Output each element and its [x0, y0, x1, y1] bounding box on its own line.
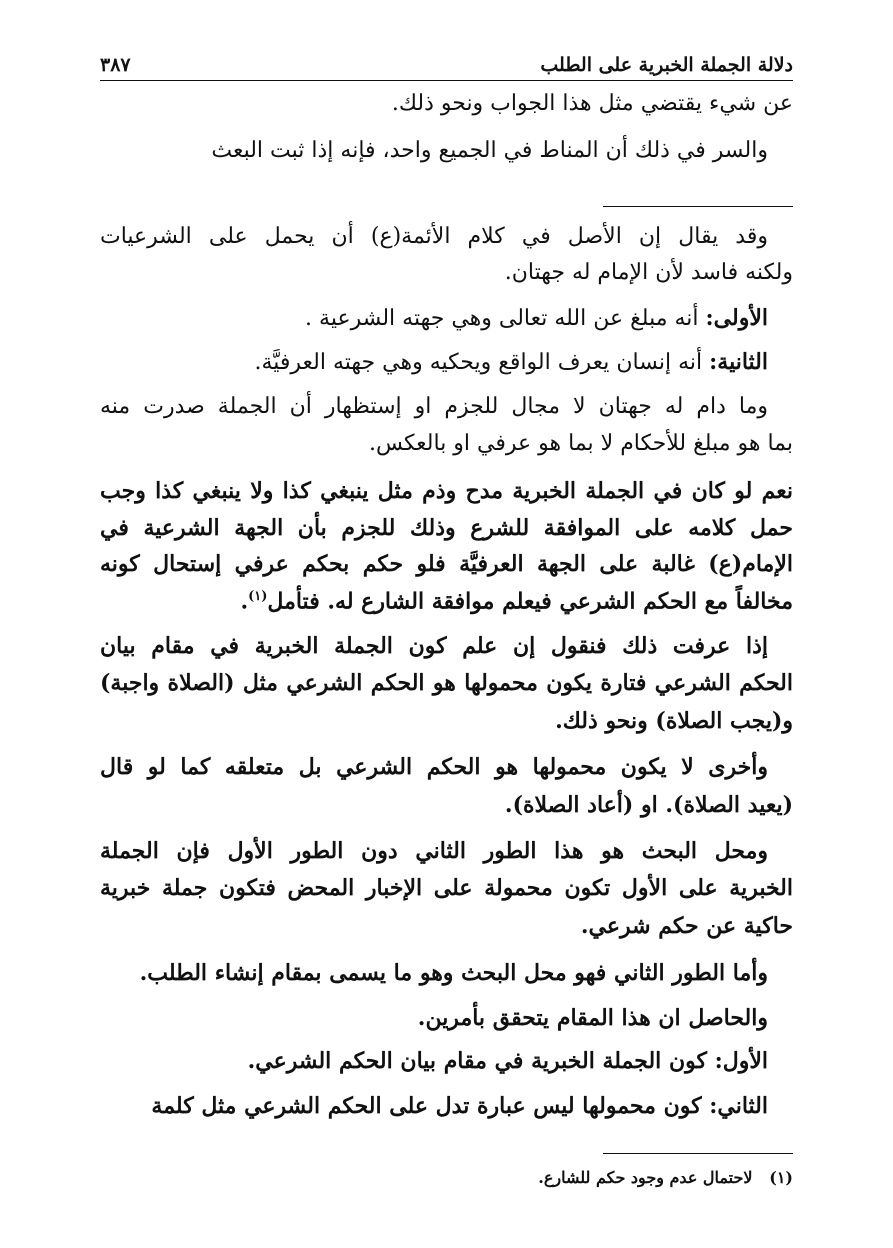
p1-line-1: نعم لو كان في الجملة الخبرية مدح وذم مثل ينبغي كذا ولا ينبغي كذا وجب [100, 478, 793, 504]
body-second-label: الثاني: [709, 1093, 768, 1119]
footnote-ref: (١) [248, 589, 268, 604]
insert-first-label: الأولى: [705, 305, 768, 331]
insert-first-item [305, 307, 768, 330]
p6-line: والحاصل ان هذا المقام يتحقق بأمرين. [417, 1005, 768, 1031]
p2-line-2: الحكم الشرعي فتارة يكون محمولها هو الحكم الشرعي مثل (الصلاة واجبة) [100, 670, 793, 696]
body-first-label: الأول: [714, 1048, 768, 1074]
insert-line-3: وما دام له جهتان لا مجال للجزم او إستظهار أن الجملة صدرت منه [100, 394, 768, 419]
footnote-text: لاحتمال عدم وجود حكم للشارع. [538, 1168, 753, 1187]
insert-line-2: ولكنه فاسد لأن الإمام له جهتان. [504, 260, 793, 285]
body-second-text: كون محمولها ليس عبارة تدل على الحكم الشرعي مثل كلمة [151, 1093, 702, 1119]
p1-line-4-text: مخالفاً مع الحكم الشرعي فيعلم موافقة الشارع له. فتأمل [267, 588, 793, 615]
insert-second-label: الثانية: [709, 349, 768, 375]
main-line-2: والسر في ذلك أن المناط في الجميع واحد، فإنه إذا ثبت البعث [211, 138, 768, 163]
p4-line-3: حاكية عن حكم شرعي. [580, 913, 793, 939]
page-number: ٣٨٧ [100, 54, 131, 76]
insert-second-item [254, 351, 768, 374]
p1-line-4-end: . [240, 588, 249, 615]
footnote [538, 1168, 793, 1187]
p1-line-4 [240, 588, 793, 615]
main-line-1: عن شيء يقتضي مثل هذا الجواب ونحو ذلك. [391, 91, 793, 116]
insert-first-text: أنه مبلغ عن الله تعالى وهي جهته الشرعية . [305, 306, 699, 331]
p1-line-3: الإمام(ع) غالبة على الجهة العرفيَّة فلو حكم بحكم عرفي إستحال كونه [100, 551, 793, 577]
insert-line-4: بما هو مبلغ للأحكام لا بما هو عرفي او بالعكس. [368, 431, 793, 456]
section-rule [603, 206, 793, 207]
body-second-item [151, 1095, 768, 1117]
p3-line-1: وأخرى لا يكون محمولها هو الحكم الشرعي بل متعلقه كما لو قال [100, 754, 768, 780]
running-title: دلالة الجملة الخبرية على الطلب [540, 54, 793, 76]
insert-line-1: وقد يقال إن الأصل في كلام الأئمة(ع) أن يحمل على الشرعيات [100, 224, 768, 249]
p3-line-2: (يعيد الصلاة). او (أعاد الصلاة). [504, 792, 793, 818]
body-first-text: كون الجملة الخبرية في مقام بيان الحكم الشرعي. [247, 1048, 707, 1074]
p5-line: وأما الطور الثاني فهو محل البحث وهو ما يسمى بمقام إنشاء الطلب. [139, 960, 768, 986]
p2-line-1: إذا عرفت ذلك فنقول إن علم كون الجملة الخبرية في مقام بيان [100, 633, 768, 659]
p1-line-2: حمل كلامه على الموافقة للشرع وذلك للجزم بأن الجهة الشرعية في [100, 515, 793, 541]
page-header [100, 36, 793, 81]
p2-line-3: و(يجب الصلاة) ونحو ذلك. [555, 708, 793, 734]
footnote-rule [603, 1153, 793, 1154]
p4-line-2: الخبرية على الأول تكون محمولة على الإخبار المحض فتكون جملة خبرية [100, 875, 793, 901]
footnote-number: (١) [769, 1168, 793, 1187]
p4-line-1: ومحل البحث هو هذا الطور الثاني دون الطور الأول فإن الجملة [100, 838, 768, 864]
body-first-item [248, 1050, 768, 1072]
insert-second-text: أنه إنسان يعرف الواقع ويحكيه وهي جهته العرفيَّة. [254, 350, 703, 375]
